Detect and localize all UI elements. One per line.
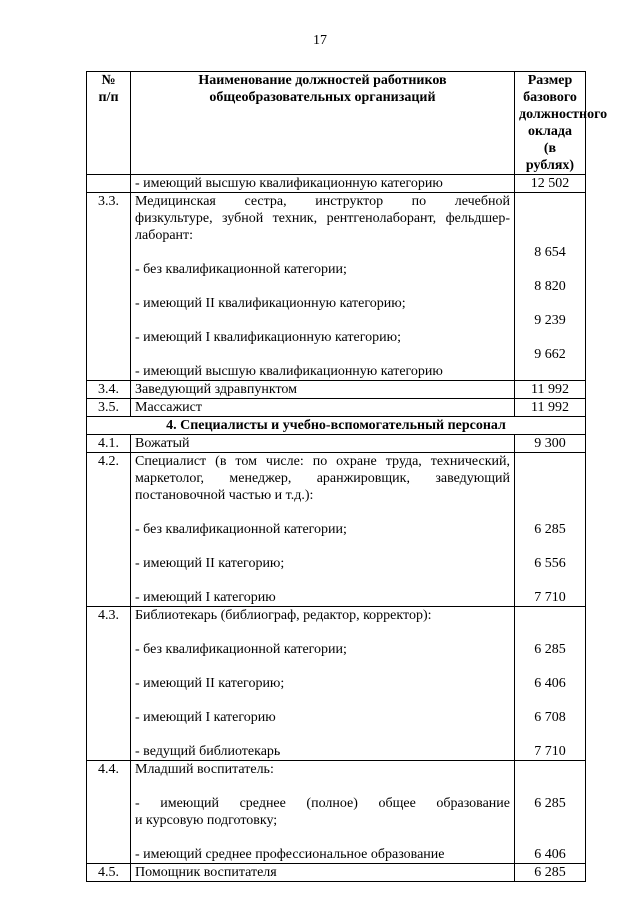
- table-row: [87, 175, 586, 193]
- category-label: - ведущий библиотекарь: [135, 744, 281, 759]
- row-number: 3.5.: [87, 399, 131, 417]
- section-heading: 4. Специалисты и учебно-вспомогательный персонал: [87, 417, 586, 435]
- category-label: - без квалификационной категории;: [135, 522, 347, 537]
- salary-values: [515, 193, 586, 381]
- table-row: [87, 381, 586, 399]
- salary-values: [515, 453, 586, 607]
- position-name: [131, 761, 515, 864]
- position-title-line: Библиотекарь (библиограф, редактор, корректор):: [135, 608, 432, 623]
- table-row: [87, 453, 586, 607]
- salary-value: 7 710: [534, 744, 566, 759]
- table-row: [87, 607, 586, 761]
- table-row: [87, 864, 586, 882]
- category-label: - без квалификационной категории;: [135, 642, 347, 657]
- category-label: - имеющий I категорию: [135, 590, 276, 605]
- position-name: Помощник воспитателя: [131, 864, 515, 882]
- position-name: Заведующий здравпунктом: [131, 381, 515, 399]
- category-label: - имеющий среднее (полное) общее образование: [135, 796, 510, 811]
- table-row: [87, 399, 586, 417]
- position-title-line: Младший воспитатель:: [135, 762, 274, 777]
- salary-value: 9 662: [534, 347, 566, 362]
- salary-value: 6 406: [534, 847, 566, 862]
- position-name: - имеющий высшую квалификационную категорию: [131, 175, 515, 193]
- row-number: 4.4.: [87, 761, 131, 864]
- header-salary-line: оклада: [527, 124, 572, 139]
- salary-value: 8 820: [534, 279, 566, 294]
- salary-value: 6 285: [534, 522, 566, 537]
- header-number: [87, 72, 131, 175]
- category-label: - имеющий среднее профессиональное образование: [135, 847, 445, 862]
- position-title-line: маркетолог, менеджер, аранжировщик, заведующий: [135, 471, 510, 486]
- row-number: [87, 175, 131, 193]
- salary-values: [515, 607, 586, 761]
- position-name: [131, 607, 515, 761]
- header-name-line: Наименование должностей работников: [198, 73, 447, 88]
- position-title-line: постановочной частью и т.д.):: [135, 488, 314, 503]
- position-name: [131, 193, 515, 381]
- salary-value: 11 992: [515, 399, 586, 417]
- salary-value: 8 654: [534, 245, 566, 260]
- salary-table: [86, 71, 608, 882]
- position-title-line: физкультуре, зубной техник, рентгенолаборант, фельдшер-: [135, 211, 510, 226]
- row-number: 4.5.: [87, 864, 131, 882]
- category-label: - имеющий II категорию;: [135, 676, 285, 691]
- salary-value: 6 285: [515, 864, 586, 882]
- salary-value: 6 285: [534, 642, 566, 657]
- category-label: - имеющий высшую квалификационную категорию: [135, 364, 443, 379]
- header-salary: [515, 72, 608, 175]
- salary-value: 12 502: [515, 175, 586, 193]
- salary-value: 7 710: [534, 590, 566, 605]
- category-label: и курсовую подготовку;: [135, 813, 278, 828]
- category-label: - имеющий I квалификационную категорию;: [135, 330, 401, 345]
- position-title-line: Специалист (в том числе: по охране труда, технический,: [135, 454, 510, 469]
- row-number: 4.3.: [87, 607, 131, 761]
- row-number: 4.1.: [87, 435, 131, 453]
- table-row: [87, 761, 586, 864]
- position-name: Вожатый: [131, 435, 515, 453]
- header-salary-line: базового: [523, 90, 577, 105]
- header-salary-line: (в рублях): [525, 141, 575, 173]
- salary-value: 6 406: [534, 676, 566, 691]
- salary-value: 9 300: [515, 435, 586, 453]
- salary-value: 9 239: [534, 313, 566, 328]
- position-name: [131, 453, 515, 607]
- header-number-line: п/п: [98, 90, 119, 105]
- salary-value: 6 285: [534, 796, 566, 811]
- category-label: - имеющий I категорию: [135, 710, 276, 725]
- header-salary-line: должностного: [519, 107, 608, 122]
- salary-value: 6 556: [534, 556, 566, 571]
- category-label: - имеющий II категорию;: [135, 556, 285, 571]
- salary-values: [515, 761, 586, 864]
- salary-value: 11 992: [515, 381, 586, 399]
- header-salary-line: Размер: [527, 73, 573, 88]
- salary-value: 6 708: [534, 710, 566, 725]
- category-label: - без квалификационной категории;: [135, 262, 347, 277]
- table-header-row: [87, 72, 586, 175]
- row-number: 3.4.: [87, 381, 131, 399]
- position-title-line: Медицинская сестра, инструктор по лечебной: [135, 194, 510, 209]
- category-label: - имеющий II квалификационную категорию;: [135, 296, 406, 311]
- table-row: [87, 435, 586, 453]
- header-number-line: №: [101, 73, 116, 88]
- row-number: 3.3.: [87, 193, 131, 381]
- table-row: [87, 193, 586, 381]
- header-position-name: [131, 72, 515, 175]
- section-row: [87, 417, 586, 435]
- position-name: Массажист: [131, 399, 515, 417]
- page-number: 17: [313, 33, 327, 48]
- position-title-line: лаборант:: [135, 228, 194, 243]
- header-name-line: общеобразовательных организаций: [209, 90, 436, 105]
- row-number: 4.2.: [87, 453, 131, 607]
